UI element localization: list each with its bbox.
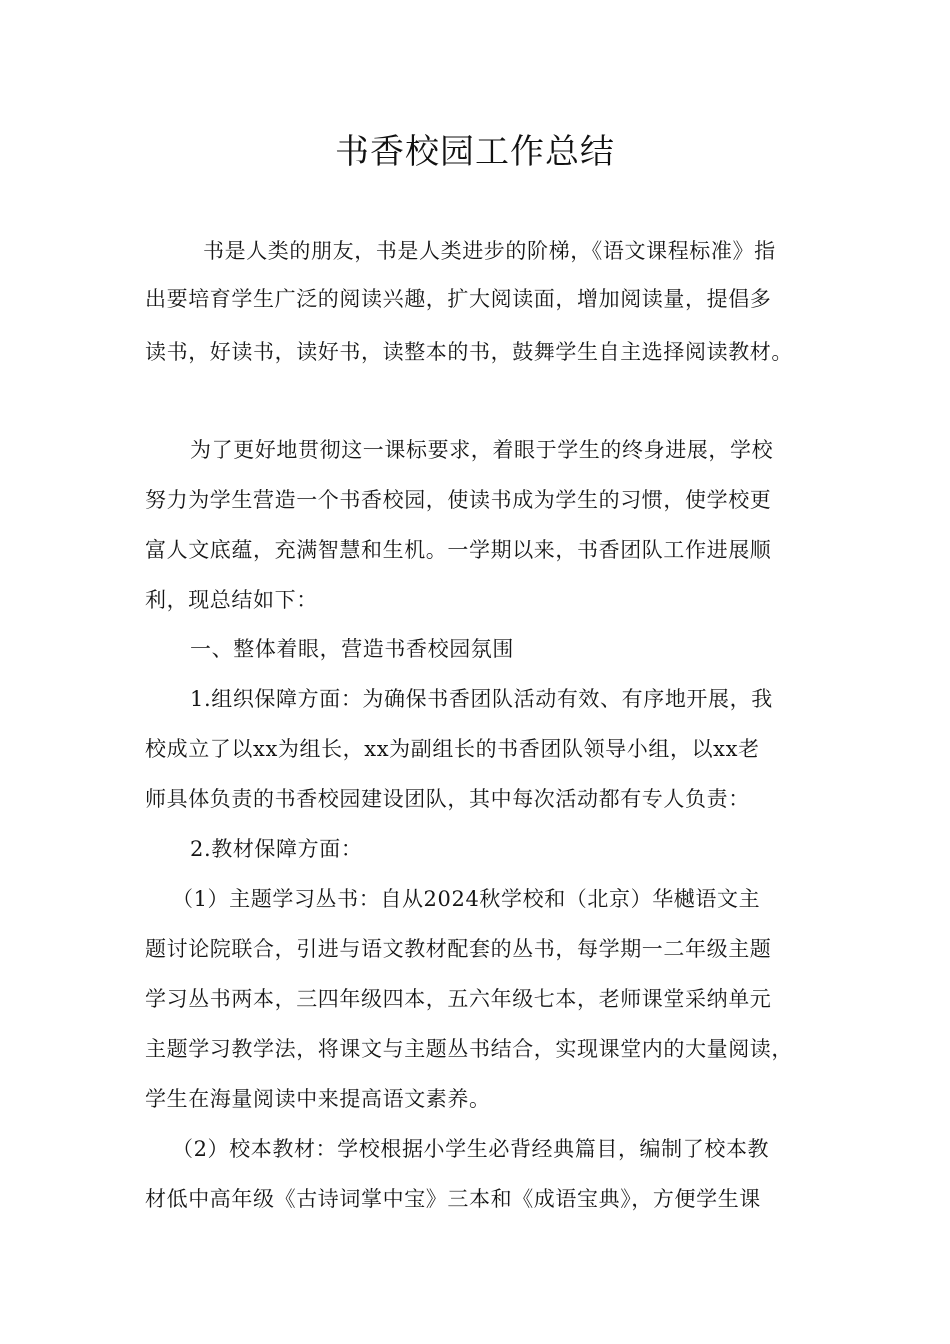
purpose-line-1: 为了更好地贯彻这一课标要求，着眼于学生的终身进展，学校 (190, 438, 774, 462)
sub-item-1-line-1: （1）主题学习丛书：自从2024秋学校和（北京）华樾语文主 (172, 887, 761, 911)
purpose-line-4: 利，现总结如下： (145, 588, 318, 612)
sub-item-2-line-2: 材低中高年级《古诗词掌中宝》三本和《成语宝典》，方便学生课 (145, 1187, 761, 1211)
intro-line-1: 书是人类的朋友，书是人类进步的阶梯，《语文课程标准》指 (203, 239, 776, 263)
item-1-line-3: 师具体负责的书香校园建设团队，其中每次活动都有专人负责： (145, 787, 750, 811)
page-title: 书香校园工作总结 (335, 132, 615, 172)
item-1-line-1: 1.组织保障方面：为确保书香团队活动有效、有序地开展，我 (190, 687, 773, 711)
sub-item-1-line-3: 学习丛书两本，三四年级四本，五六年级七本，老师课堂采纳单元 (145, 987, 772, 1011)
item-2-line-1: 2.教材保障方面： (190, 837, 363, 861)
sub-item-1-line-2: 题讨论院联合，引进与语文教材配套的丛书，每学期一二年级主题 (145, 937, 772, 961)
sub-item-1-line-5: 学生在海量阅读中来提高语文素养。 (145, 1087, 491, 1111)
sub-item-1-line-4: 主题学习教学法，将课文与主题丛书结合，实现课堂内的大量阅读， (145, 1037, 793, 1061)
purpose-line-2: 努力为学生营造一个书香校园，使读书成为学生的习惯，使学校更 (145, 488, 772, 512)
item-1-line-2: 校成立了以xx为组长，xx为副组长的书香团队领导小组，以xx老 (145, 737, 760, 761)
section-heading: 一、整体着眼，营造书香校园氛围 (190, 637, 514, 661)
intro-line-3: 读书，好读书，读好书，读整本的书，鼓舞学生自主选择阅读教材。 (145, 340, 793, 364)
sub-item-2-line-1: （2）校本教材：学校根据小学生必背经典篇目，编制了校本教 (172, 1137, 770, 1161)
intro-line-2: 出要培育学生广泛的阅读兴趣，扩大阅读面，增加阅读量，提倡多 (145, 287, 772, 311)
purpose-line-3: 富人文底蕴，充满智慧和生机。一学期以来，书香团队工作进展顺 (145, 538, 772, 562)
